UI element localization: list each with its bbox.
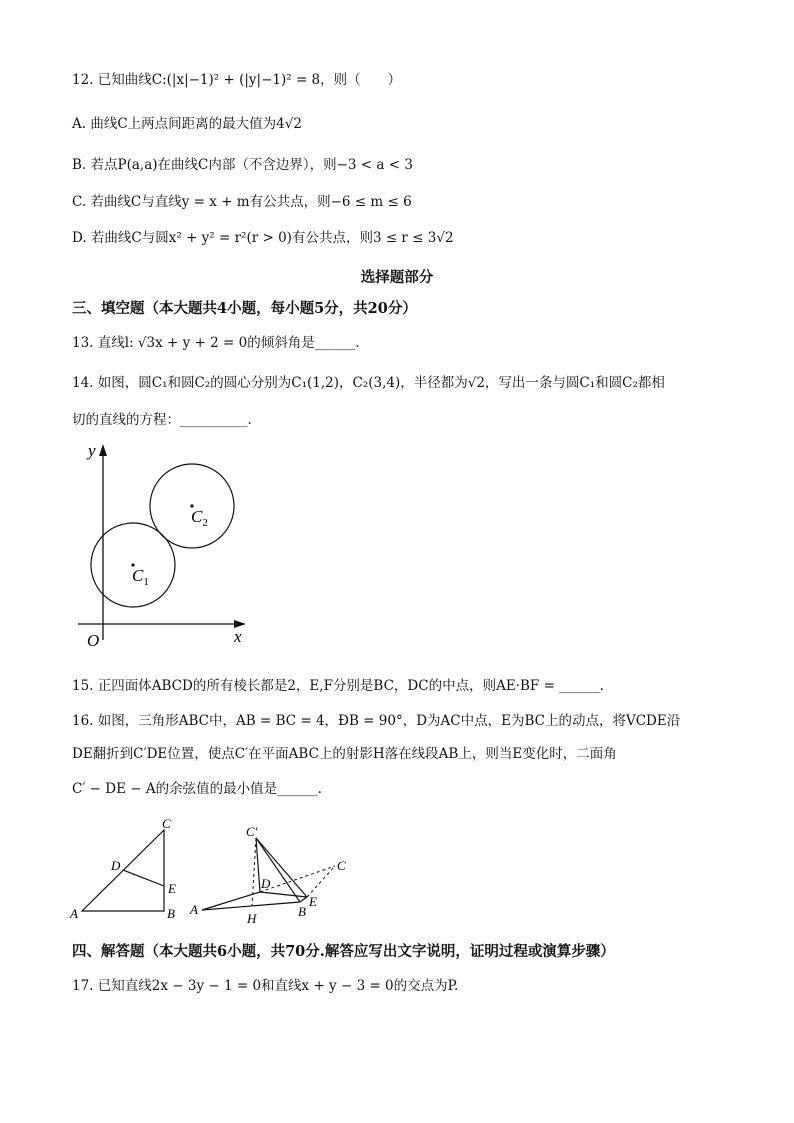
y-axis-label: y — [88, 441, 96, 460]
label-b: B — [298, 904, 306, 919]
q12-option-a: A. 曲线C上两点间距离的最大值为4√2 — [72, 116, 302, 132]
label-c: C — [337, 858, 346, 873]
q12-option-c: C. 若曲线C与直线y = x + m有公共点，则−6 ≤ m ≤ 6 — [72, 194, 412, 210]
segment-be — [300, 897, 307, 902]
q13-text: 13. 直线l: √3x + y + 2 = 0的倾斜角是______. — [72, 335, 360, 351]
q14-line2: 切的直线的方程：__________. — [72, 412, 252, 428]
label-d: D — [261, 876, 271, 891]
label-e: E — [309, 894, 317, 909]
q12-stem: 12. 已知曲线C:(|x|−1)² + (|y|−1)² = 8，则（ ） — [72, 72, 402, 88]
segment-ec-dashed — [307, 866, 335, 897]
q14-figure — [70, 440, 260, 655]
segment-de — [260, 892, 307, 897]
q17-text: 17. 已知直线2x − 3y − 1 = 0和直线x + y − 3 = 0的交点为P. — [72, 978, 459, 994]
c2-label: $C_2$ — [191, 507, 208, 529]
q16-line2: DE翻折到C′DE位置，使点C′在平面ABC上的射影H落在线段AB上，则当E变化时，二面角 — [72, 746, 617, 762]
x-axis-label: x — [234, 627, 242, 646]
q15-text: 15. 正四面体ABCD的所有棱长都是2，E,F分别是BC，DC的中点，则AE·BF = ______. — [72, 678, 604, 694]
label-c: C — [162, 816, 171, 831]
segment-de — [123, 870, 164, 886]
choice-part-title: 选择题部分 — [360, 269, 434, 286]
q16-left-figure — [66, 812, 196, 924]
label-a: A — [70, 906, 78, 921]
section3-heading: 三、填空题（本大题共4小题，每小题5分，共20分） — [72, 300, 417, 317]
label-b: B — [167, 906, 175, 921]
label-a: A — [190, 902, 198, 917]
y-axis-arrow — [99, 444, 107, 456]
q12-option-b: B. 若点P(a,a)在曲线C内部（不含边界），则−3 < a < 3 — [72, 157, 413, 173]
q16-right-figure — [188, 822, 358, 930]
label-h: H — [247, 911, 257, 926]
label-e: E — [168, 881, 176, 896]
segment-cp-d — [256, 838, 260, 892]
origin-label: O — [87, 631, 100, 650]
q12-option-d: D. 若曲线C与圆x² + y² = r²(r > 0)有公共点，则3 ≤ r ≤ 3√2 — [72, 230, 454, 246]
label-d: D — [111, 858, 121, 873]
c1-label: $C_1$ — [132, 566, 149, 588]
q14-line1: 14. 如图，圆C₁和圆C₂的圆心分别为C₁(1,2)，C₂(3,4)，半径都为√2，写出一条与圆C₁和圆C₂都相 — [72, 375, 665, 391]
q16-line3: C′ − DE − A的余弦值的最小值是______. — [72, 781, 322, 797]
segment-cp-h-dashed — [252, 838, 256, 906]
section4-heading: 四、解答题（本大题共6小题，共70分.解答应写出文字说明，证明过程或演算步骤） — [72, 943, 615, 960]
q16-line1: 16. 如图，三角形ABC中，AB = BC = 4，ÐB = 90°，D为AC中点，E为BC上的动点，将VCDE沿 — [72, 713, 681, 729]
label-cprime: C′ — [246, 824, 258, 839]
